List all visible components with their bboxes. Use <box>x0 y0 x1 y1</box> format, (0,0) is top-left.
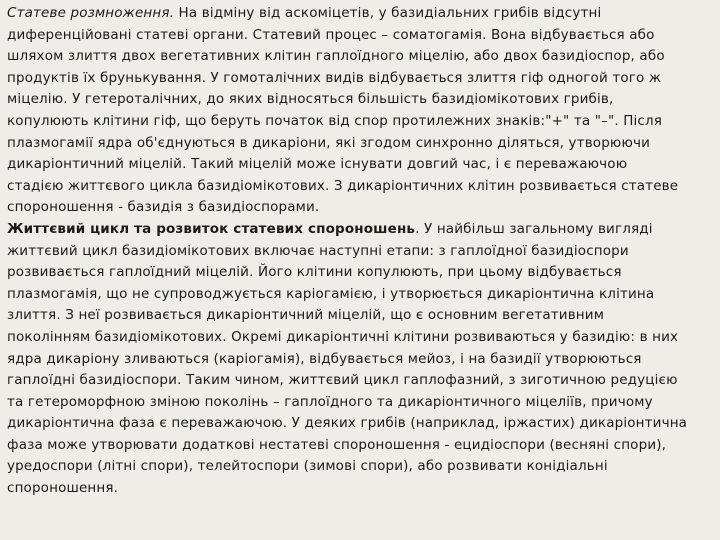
text-line: поколінням базидіомікотових. Окремі дикаріонтичні клітини розвиваються у базидію: в них <box>7 328 679 345</box>
text-run: . У найбільш загальному вигляді <box>415 220 653 237</box>
heading-sexual-reproduction: Статеве розмноження. <box>7 5 175 21</box>
text-line: продуктів їх брунькування. У гомоталічних видів відбувається злиття гіф одногой того ж <box>7 69 662 86</box>
text-line <box>7 219 714 241</box>
text-line: злиття. З неї розвивається дикаріонтичний міцелій, що є основним вегетативним <box>7 307 605 324</box>
text-line: міцелію. У гетероталічних, до яких відносяться більшість базидіомікотових грибів, <box>7 91 614 108</box>
paragraph-life-cycle <box>7 219 714 500</box>
text-line: спороношення. <box>7 480 119 497</box>
text-line: дикаріонтична фаза є переважаючою. У деяких грибів (наприклад, іржастих) дикаріонтична <box>7 415 688 432</box>
text-line: спороношення - базидія з базидіоспорами. <box>7 199 320 216</box>
text-line: копулюють клітини гіф, що беруть початок від спор протилежних знаків:"+" та "–". Після <box>7 112 663 129</box>
text-line <box>7 3 714 25</box>
text-line: ядра дикаріону зливаються (каріогамія), відбувається мейоз, і на базидії утворюються <box>7 350 642 367</box>
text-line: життєвий цикл базидіомікотових включає наступні етапи: з гаплоїдної базидіоспори <box>7 242 629 259</box>
text-line: плазмогамії ядра об'єднуються в дикаріони, які згодом синхронно діляться, утворюючи <box>7 134 651 151</box>
text-line: та гетероморфною зміною поколінь – гаплоїдного та дикаріонтичного міцеліїв, причому <box>7 393 653 410</box>
text-line: шляхом злиття двох вегетативних клітин гаплоїдного міцелію, або двох базидіоспор, або <box>7 48 665 65</box>
paragraph-sexual-reproduction <box>7 3 714 219</box>
text-line: розвивається гаплоїдний міцелій. Його клітини копулюють, при цьому відбувається <box>7 264 622 281</box>
text-line: дикаріонтичний міцелій. Такий міцелій може існувати довгий час, і є переважаючою <box>7 156 628 173</box>
text-line: фаза може утворювати додаткові нестатеві спороношення - ецидіоспори (весняні спори), <box>7 436 667 453</box>
text-line: уредоспори (літні спори), телейтоспори (зимові спори), або розвивати конідіальні <box>7 458 608 475</box>
text-line: гаплоїдні базидіоспори. Таким чином, життєвий цикл гаплофазний, з зиготичною редуцією <box>7 372 678 389</box>
text-line: стадією життєвого цикла базидіомікотових. З дикаріонтичних клітин розвивається статеве <box>7 177 679 194</box>
text-run: На відміну від аскоміцетів, у базидіальних грибів відсутні <box>174 5 602 21</box>
text-line: диференційовані статеві органи. Статевий процес – соматогамія. Вона відбувається або <box>7 26 655 43</box>
text-line: плазмогамія, що не супроводжується каріогамією, і утворюється дикаріонтична клітина <box>7 285 655 302</box>
heading-life-cycle: Життєвий цикл та розвиток статевих спороношень <box>7 220 416 237</box>
